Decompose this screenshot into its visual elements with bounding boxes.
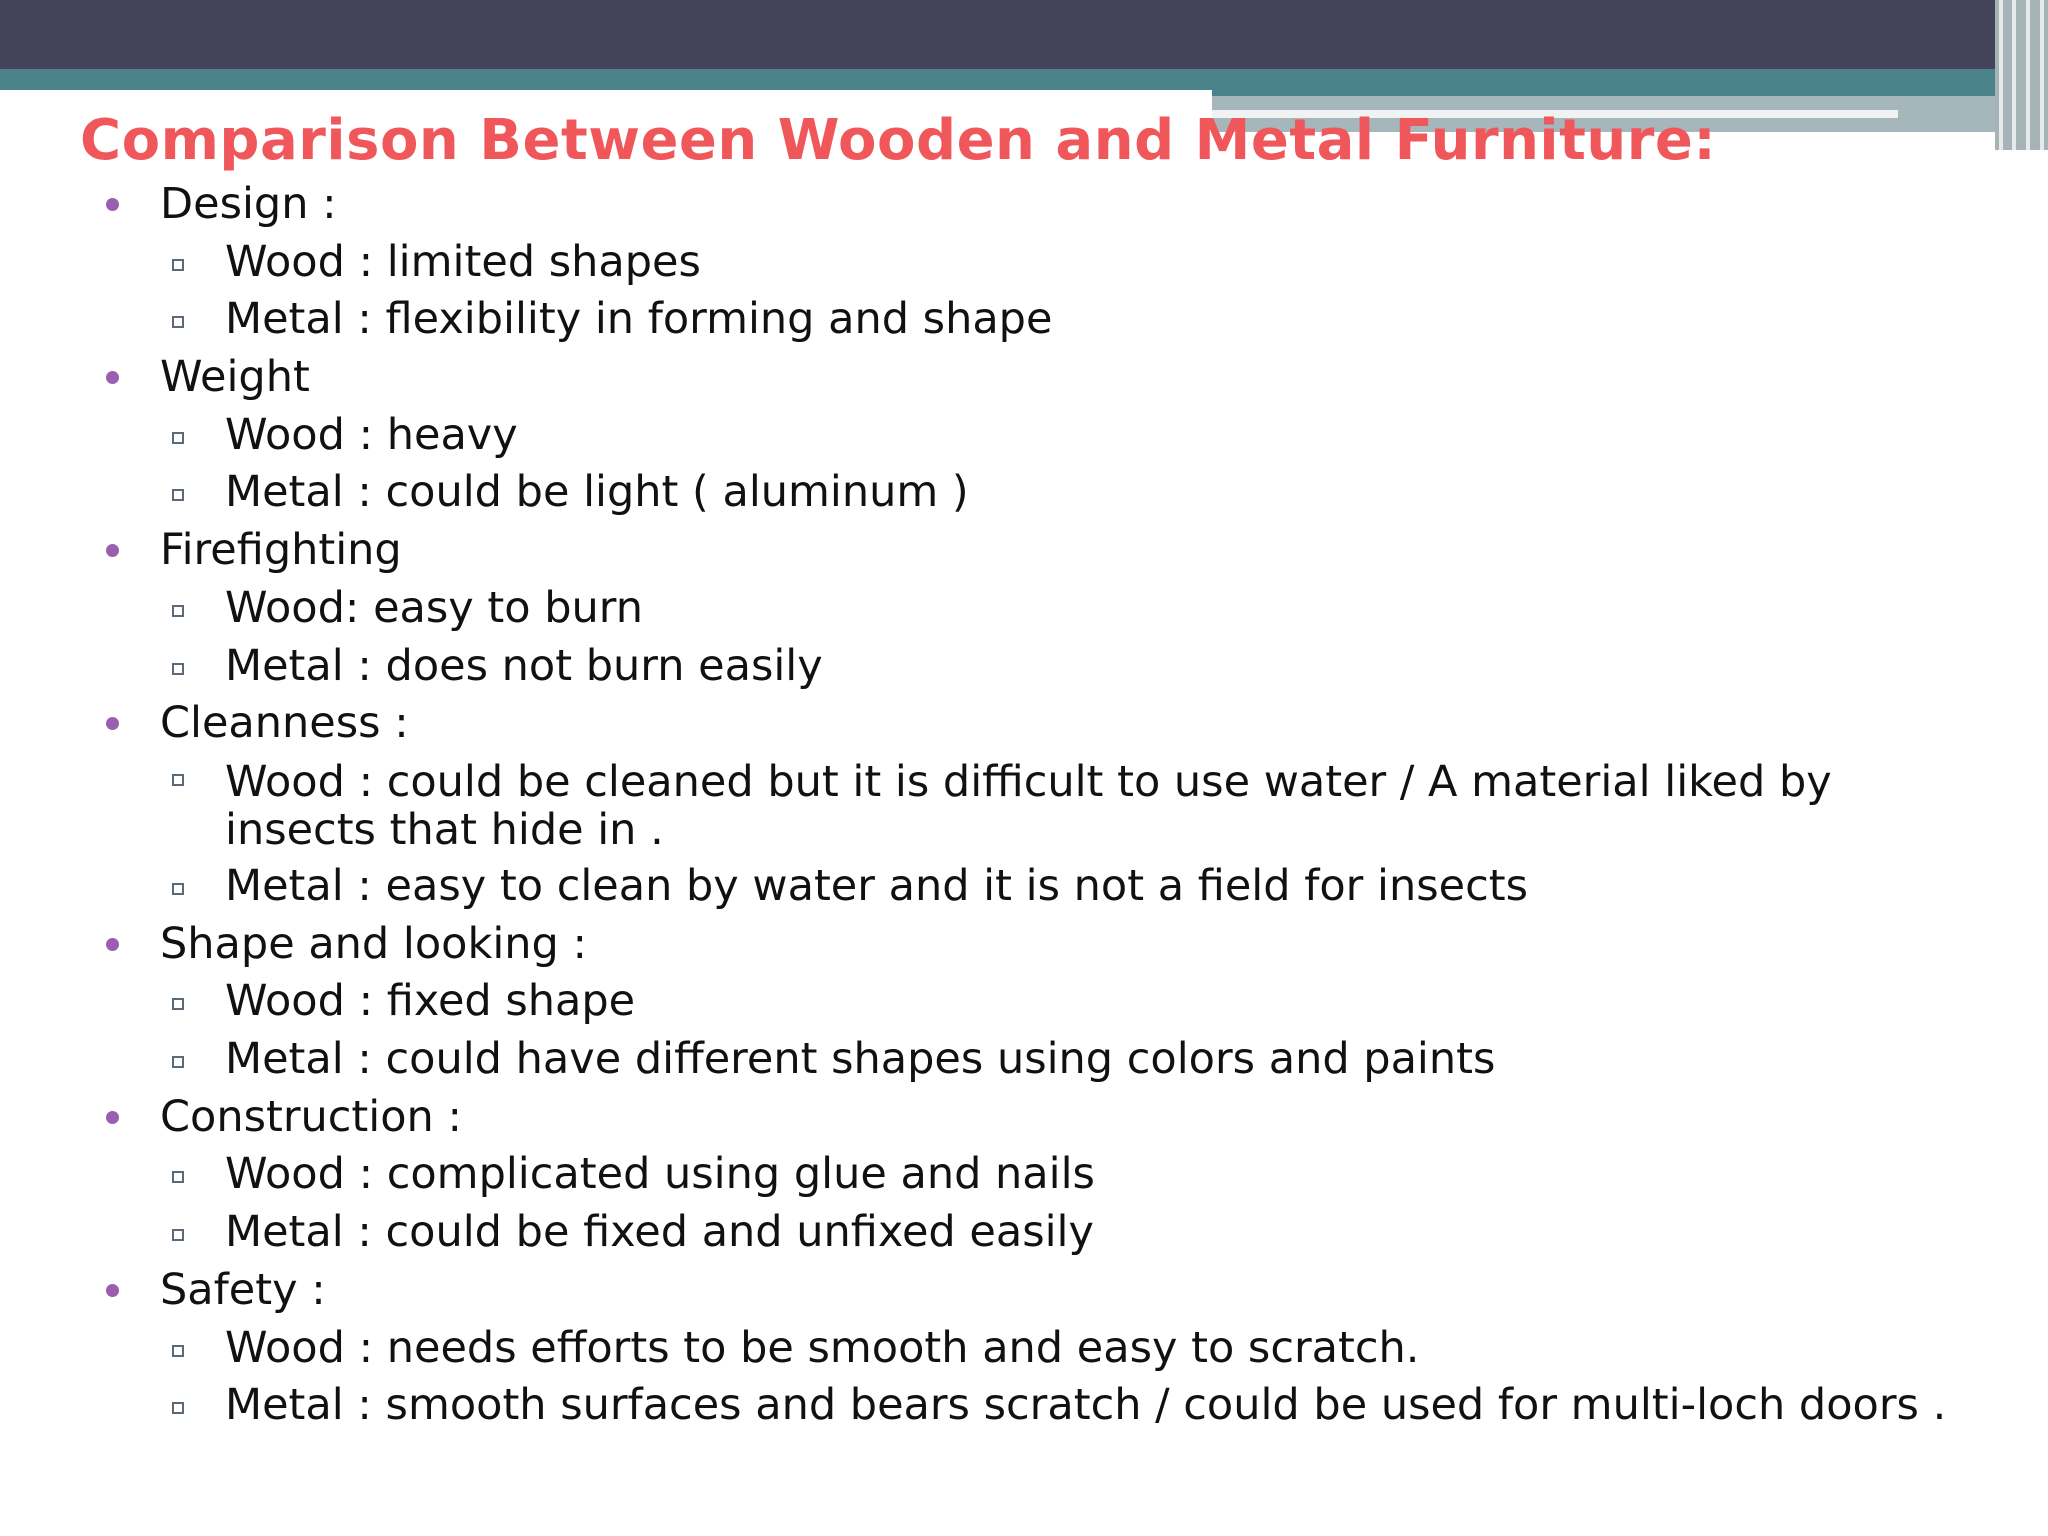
hollow-square-icon xyxy=(172,1402,184,1414)
list-item xyxy=(0,349,2048,522)
sub-list-item xyxy=(0,1146,2048,1204)
list-item xyxy=(0,695,2048,915)
sub-list-item-text: Wood : fixed shape xyxy=(225,976,636,1027)
list-item xyxy=(0,916,2048,1089)
category-heading-text: Shape and looking : xyxy=(160,918,587,969)
header-band-white xyxy=(0,90,1212,104)
list-item xyxy=(0,1089,2048,1262)
sub-list-item xyxy=(0,234,2048,292)
category-heading xyxy=(0,349,2048,407)
sub-list-item-text: Wood : heavy xyxy=(225,409,518,460)
category-heading xyxy=(0,695,2048,753)
sub-list-item-text: Metal : could have different shapes using colors and paints xyxy=(225,1034,1496,1085)
category-heading-text: Cleanness : xyxy=(160,698,409,749)
hollow-square-icon xyxy=(172,998,184,1010)
hollow-square-icon xyxy=(172,1229,184,1241)
category-heading-text: Firefighting xyxy=(160,525,402,576)
purple-dot-icon xyxy=(106,717,119,730)
header-vertical-line xyxy=(1999,0,2003,150)
header-vertical-line xyxy=(2040,0,2044,150)
hollow-square-icon xyxy=(172,883,184,895)
hollow-square-icon xyxy=(172,1345,184,1357)
sub-list-item xyxy=(0,1204,2048,1262)
bullet-list xyxy=(0,176,2048,1435)
sub-list-item-text: Metal : easy to clean by water and it is not a field for insects xyxy=(225,860,1528,911)
sub-list-item-text: Metal : could be fixed and unfixed easily xyxy=(225,1207,1094,1258)
sub-list-item xyxy=(0,973,2048,1031)
sub-list-item-text: Wood : limited shapes xyxy=(225,236,701,287)
sub-list-item xyxy=(0,1320,2048,1378)
category-heading-text: Safety : xyxy=(160,1264,326,1315)
sub-list xyxy=(0,580,2048,695)
hollow-square-icon xyxy=(172,316,184,328)
sub-list-item-text: Metal : flexibility in forming and shape xyxy=(225,294,1053,345)
sub-list-item-text: Metal : smooth surfaces and bears scratch / could be used for multi-loch doors . xyxy=(225,1380,1947,1431)
header-vertical-line xyxy=(2012,0,2016,150)
hollow-square-icon xyxy=(172,605,184,617)
purple-dot-icon xyxy=(106,1284,119,1297)
list-item xyxy=(0,1262,2048,1435)
header-vertical-line xyxy=(2026,0,2030,150)
sub-list xyxy=(0,973,2048,1088)
purple-dot-icon xyxy=(106,198,119,211)
sub-list-item xyxy=(0,753,2015,858)
hollow-square-icon xyxy=(172,1171,184,1183)
category-heading-text: Construction : xyxy=(160,1091,462,1142)
purple-dot-icon xyxy=(106,544,119,557)
category-heading xyxy=(0,176,2048,234)
sub-list-item-text: Wood: easy to burn xyxy=(225,582,643,633)
sub-list xyxy=(0,1146,2048,1261)
slide-title: Comparison Between Wooden and Metal Furniture: xyxy=(80,108,1717,173)
sub-list xyxy=(0,1320,2048,1435)
hollow-square-icon xyxy=(172,259,184,271)
category-heading xyxy=(0,1262,2048,1320)
hollow-square-icon xyxy=(172,432,184,444)
sub-list-item xyxy=(0,407,2048,465)
sub-list-item xyxy=(0,638,2048,696)
purple-dot-icon xyxy=(106,938,119,951)
sub-list-item xyxy=(0,464,2048,522)
header-band-dark xyxy=(0,0,2048,69)
sub-list-item xyxy=(0,291,2048,349)
sub-list-item-text: Metal : could be light ( aluminum ) xyxy=(225,467,969,518)
sub-list-item xyxy=(0,580,2048,638)
sub-list-item xyxy=(0,1377,2048,1435)
sub-list-item xyxy=(0,1031,2048,1089)
list-item xyxy=(0,522,2048,695)
sub-list xyxy=(0,407,2048,522)
category-heading-text: Design : xyxy=(160,179,337,229)
list-item xyxy=(0,176,2048,349)
sub-list xyxy=(0,753,2048,916)
hollow-square-icon xyxy=(172,774,184,786)
category-heading-text: Weight xyxy=(160,352,310,403)
hollow-square-icon xyxy=(172,489,184,501)
sub-list-item-text: Metal : does not burn easily xyxy=(225,640,823,691)
sub-list xyxy=(0,234,2048,349)
sub-list-item xyxy=(0,858,2048,916)
purple-dot-icon xyxy=(106,371,119,384)
category-heading xyxy=(0,1089,2048,1147)
category-heading xyxy=(0,522,2048,580)
purple-dot-icon xyxy=(106,1111,119,1124)
category-heading xyxy=(0,916,2048,974)
sub-list-item-text: Wood : needs efforts to be smooth and easy to scratch. xyxy=(225,1322,1420,1373)
sub-list-item-text: Wood : complicated using glue and nails xyxy=(225,1149,1095,1200)
hollow-square-icon xyxy=(172,1056,184,1068)
hollow-square-icon xyxy=(172,663,184,675)
sub-list-item-text: Wood : could be cleaned but it is difficult to use water / A material liked by insects that hide in . xyxy=(225,756,1832,855)
